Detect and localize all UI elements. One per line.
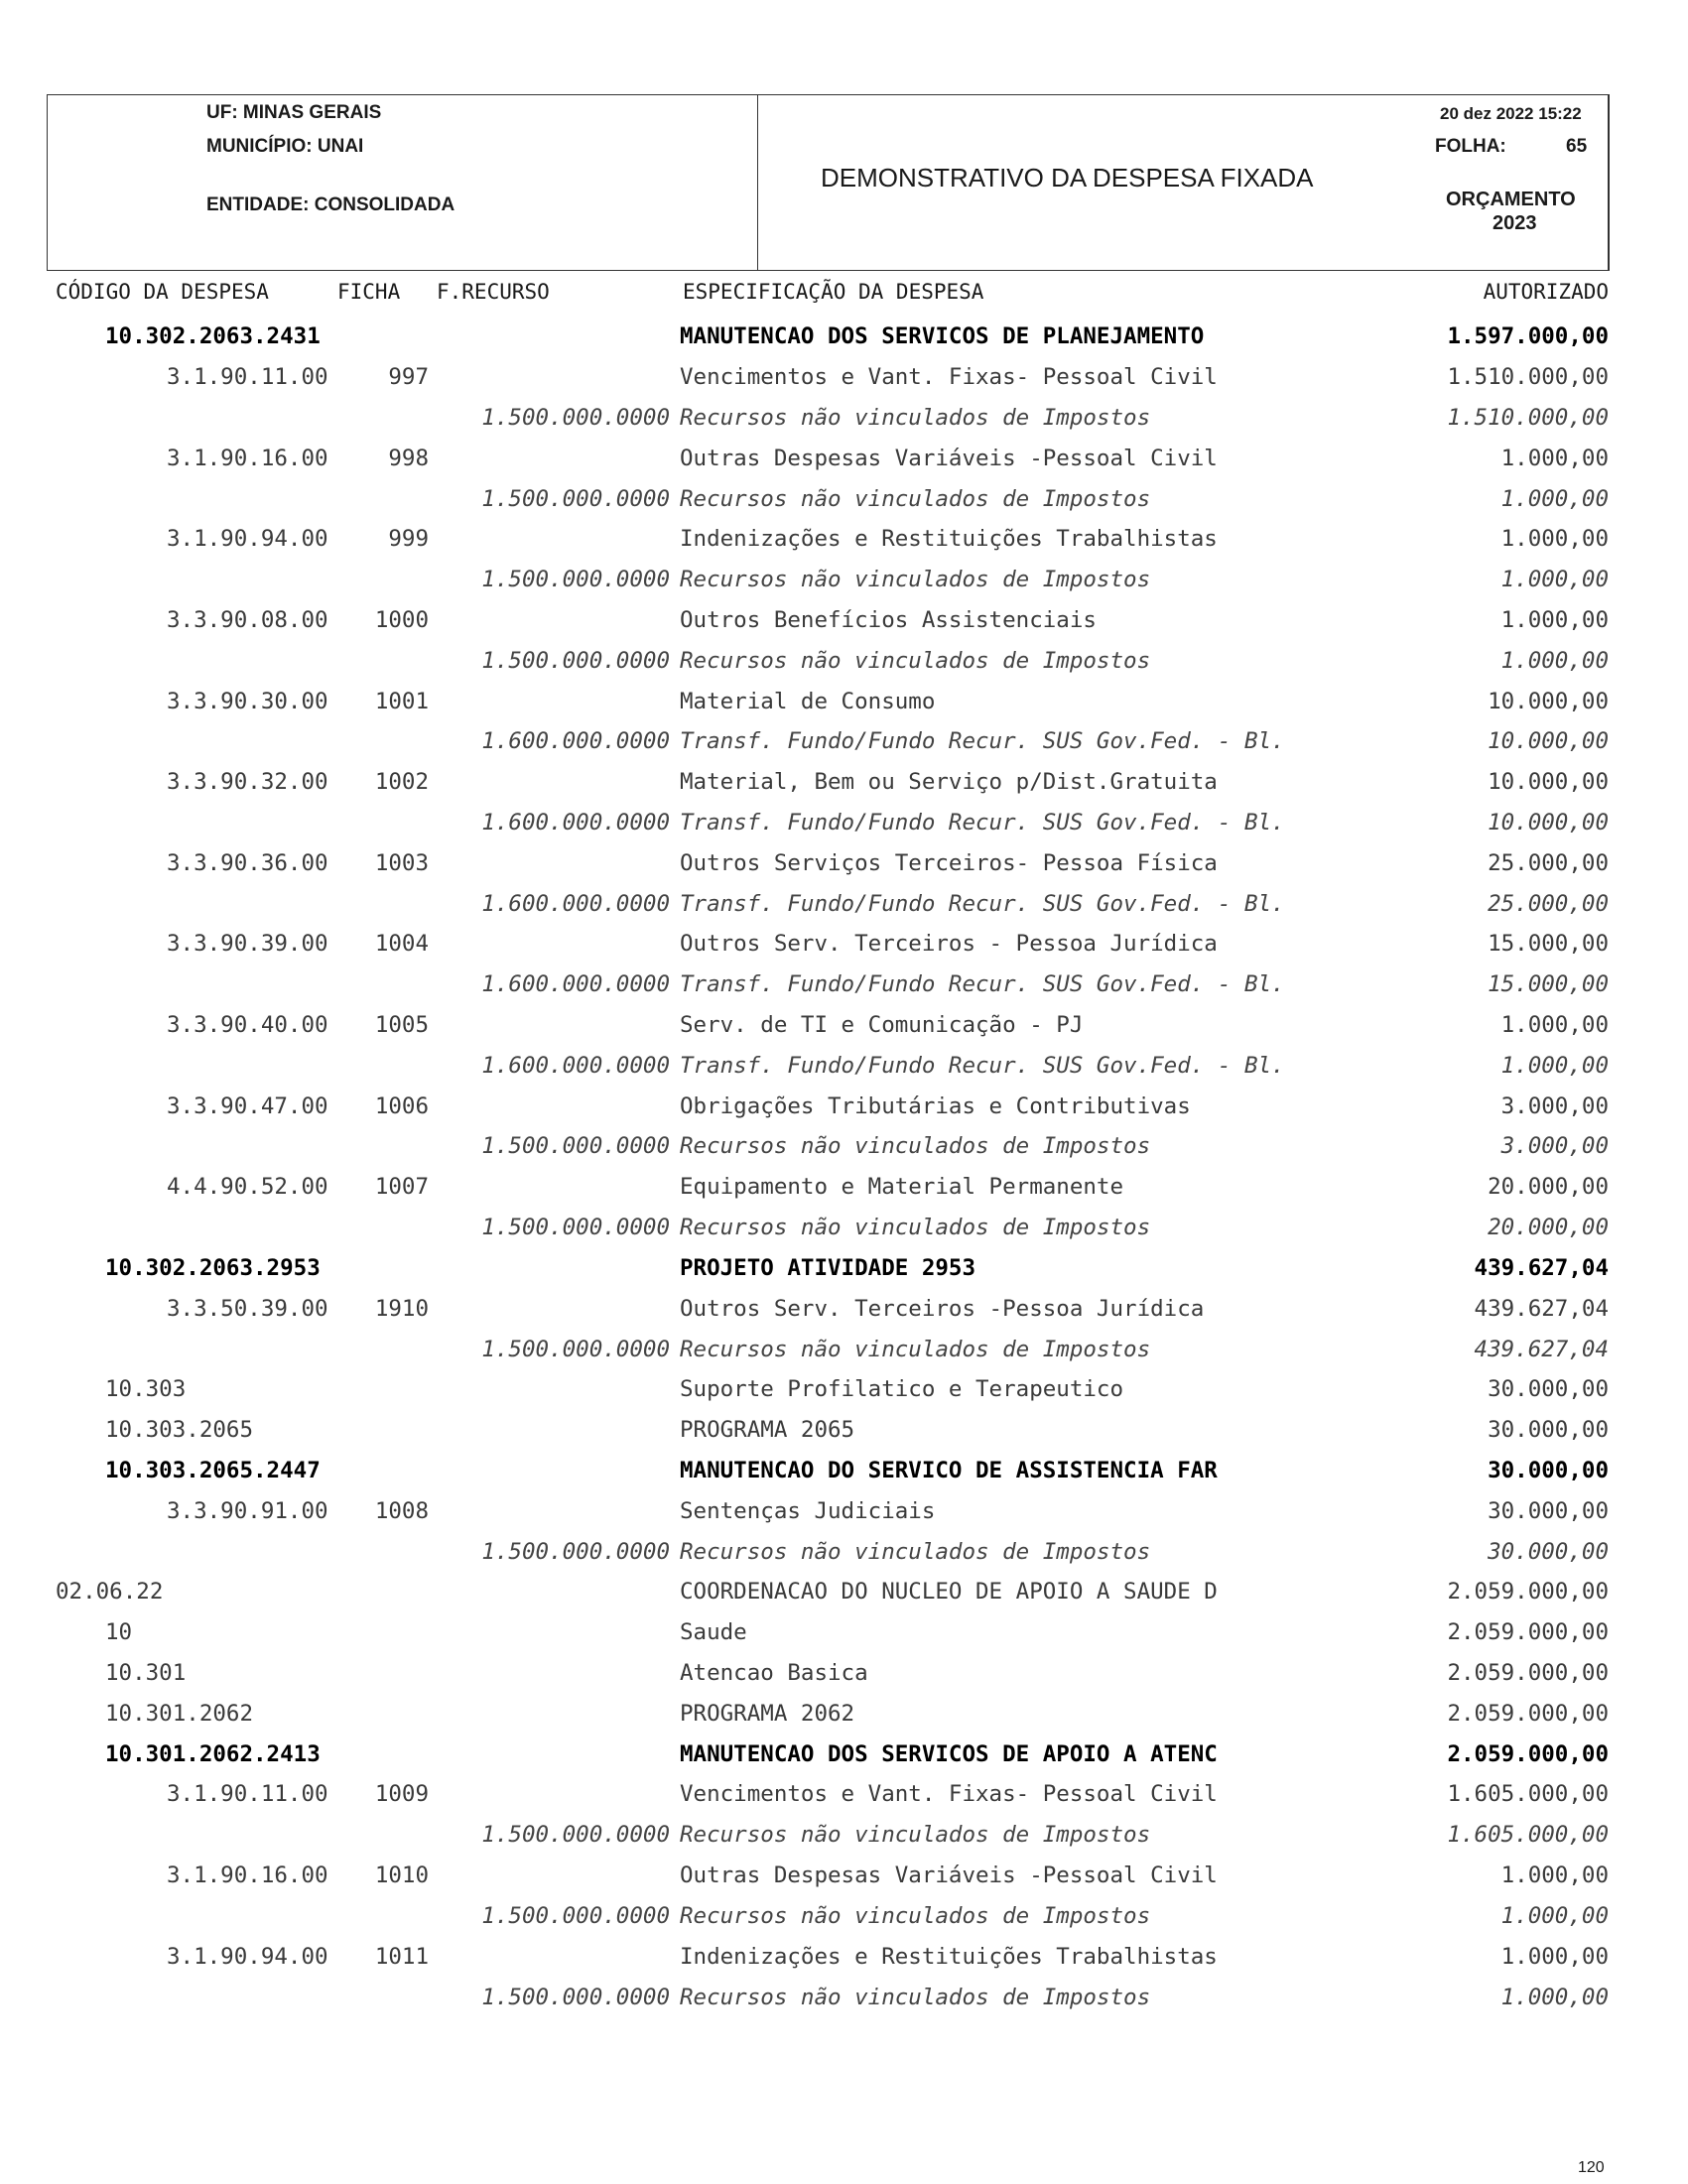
row-ficha: 1004 bbox=[374, 931, 429, 957]
table-row bbox=[0, 891, 1688, 931]
row-autorizado: 25.000,00 bbox=[1488, 850, 1609, 876]
table-row bbox=[0, 1781, 1688, 1821]
row-autorizado: 2.059.000,00 bbox=[1447, 1741, 1609, 1767]
table-row bbox=[0, 1701, 1688, 1740]
row-autorizado: 15.000,00 bbox=[1488, 971, 1609, 997]
row-autorizado: 25.000,00 bbox=[1488, 891, 1609, 917]
row-code: 10.301.2062 bbox=[105, 1701, 254, 1727]
table-row bbox=[0, 1619, 1688, 1659]
row-especificacao: Recursos não vinculados de Impostos bbox=[680, 567, 1151, 592]
table-row bbox=[0, 931, 1688, 970]
row-recurso: 1.500.000.0000 bbox=[481, 405, 670, 431]
table-row bbox=[0, 1498, 1688, 1538]
row-recurso: 1.500.000.0000 bbox=[481, 486, 670, 512]
row-especificacao: Recursos não vinculados de Impostos bbox=[680, 1539, 1151, 1565]
row-ficha: 997 bbox=[388, 364, 429, 390]
table-row bbox=[0, 1255, 1688, 1295]
row-especificacao: Vencimentos e Vant. Fixas- Pessoal Civil bbox=[680, 1781, 1218, 1807]
table-row bbox=[0, 1215, 1688, 1254]
table-row bbox=[0, 1376, 1688, 1416]
row-recurso: 1.500.000.0000 bbox=[481, 1133, 670, 1159]
row-ficha: 998 bbox=[388, 446, 429, 471]
row-recurso: 1.500.000.0000 bbox=[481, 1215, 670, 1240]
col-header-especificacao: ESPECIFICAÇÃO DA DESPESA bbox=[683, 280, 984, 304]
row-ficha: 1007 bbox=[374, 1174, 429, 1200]
row-code: 3.1.90.94.00 bbox=[167, 526, 328, 552]
row-autorizado: 20.000,00 bbox=[1488, 1174, 1609, 1200]
row-autorizado: 3.000,00 bbox=[1500, 1133, 1609, 1159]
table-row bbox=[0, 1822, 1688, 1862]
row-autorizado: 2.059.000,00 bbox=[1447, 1579, 1609, 1605]
row-especificacao: Transf. Fundo/Fundo Recur. SUS Gov.Fed. - Bl. bbox=[680, 971, 1285, 997]
table-row bbox=[0, 1539, 1688, 1579]
row-ficha: 1003 bbox=[374, 850, 429, 876]
row-especificacao: Outros Benefícios Assistenciais bbox=[680, 607, 1097, 633]
row-especificacao: Equipamento e Material Permanente bbox=[680, 1174, 1124, 1200]
entidade-label: ENTIDADE: CONSOLIDADA bbox=[206, 194, 455, 215]
row-autorizado: 10.000,00 bbox=[1488, 810, 1609, 835]
table-row bbox=[0, 1053, 1688, 1092]
row-ficha: 1009 bbox=[374, 1781, 429, 1807]
row-autorizado: 1.000,00 bbox=[1500, 567, 1609, 592]
row-code: 10.302.2063.2431 bbox=[105, 323, 321, 349]
row-autorizado: 30.000,00 bbox=[1488, 1498, 1609, 1524]
row-autorizado: 1.597.000,00 bbox=[1447, 323, 1609, 349]
row-recurso: 1.500.000.0000 bbox=[481, 1337, 670, 1362]
row-especificacao: Transf. Fundo/Fundo Recur. SUS Gov.Fed. - Bl. bbox=[680, 728, 1285, 754]
table-row bbox=[0, 648, 1688, 688]
table-row bbox=[0, 1741, 1688, 1781]
row-autorizado: 2.059.000,00 bbox=[1447, 1660, 1609, 1686]
row-autorizado: 30.000,00 bbox=[1488, 1417, 1609, 1443]
row-especificacao: Outras Despesas Variáveis -Pessoal Civil bbox=[680, 1863, 1218, 1888]
row-code: 3.3.90.91.00 bbox=[167, 1498, 328, 1524]
row-especificacao: Vencimentos e Vant. Fixas- Pessoal Civil bbox=[680, 364, 1218, 390]
row-especificacao: COORDENACAO DO NUCLEO DE APOIO A SAUDE D bbox=[680, 1579, 1218, 1605]
row-recurso: 1.600.000.0000 bbox=[481, 971, 670, 997]
row-autorizado: 439.627,04 bbox=[1474, 1337, 1609, 1362]
row-especificacao: Recursos não vinculados de Impostos bbox=[680, 648, 1151, 674]
row-autorizado: 3.000,00 bbox=[1500, 1093, 1609, 1119]
row-autorizado: 20.000,00 bbox=[1488, 1215, 1609, 1240]
row-especificacao: MANUTENCAO DOS SERVICOS DE PLANEJAMENTO bbox=[680, 323, 1205, 349]
row-autorizado: 10.000,00 bbox=[1488, 728, 1609, 754]
row-especificacao: Transf. Fundo/Fundo Recur. SUS Gov.Fed. - Bl. bbox=[680, 891, 1285, 917]
orcamento-year: 2023 bbox=[1493, 212, 1537, 234]
table-row bbox=[0, 1133, 1688, 1173]
row-code: 3.3.90.08.00 bbox=[167, 607, 328, 633]
table-row bbox=[0, 769, 1688, 809]
row-especificacao: Indenizações e Restituições Trabalhistas bbox=[680, 1944, 1218, 1970]
table-row bbox=[0, 1579, 1688, 1618]
row-ficha: 1006 bbox=[374, 1093, 429, 1119]
row-recurso: 1.500.000.0000 bbox=[481, 1539, 670, 1565]
table-row bbox=[0, 1458, 1688, 1497]
row-especificacao: Outros Serviços Terceiros- Pessoa Física bbox=[680, 850, 1218, 876]
row-code: 3.3.90.30.00 bbox=[167, 689, 328, 714]
municipio-label: MUNICÍPIO: UNAI bbox=[206, 136, 364, 157]
row-especificacao: Serv. de TI e Comunicação - PJ bbox=[680, 1012, 1084, 1038]
row-code: 3.1.90.94.00 bbox=[167, 1944, 328, 1970]
row-especificacao: Recursos não vinculados de Impostos bbox=[680, 405, 1151, 431]
row-code: 3.3.90.36.00 bbox=[167, 850, 328, 876]
row-especificacao: PROGRAMA 2065 bbox=[680, 1417, 855, 1443]
col-header-autorizado: AUTORIZADO bbox=[1483, 280, 1609, 304]
header-right-edge bbox=[1608, 94, 1609, 271]
header-divider bbox=[757, 94, 758, 271]
row-ficha: 1002 bbox=[374, 769, 429, 795]
row-code: 10 bbox=[105, 1619, 133, 1645]
row-especificacao: Suporte Profilatico e Terapeutico bbox=[680, 1376, 1124, 1402]
table-row bbox=[0, 446, 1688, 485]
row-especificacao: Material, Bem ou Serviço p/Dist.Gratuita bbox=[680, 769, 1218, 795]
row-recurso: 1.500.000.0000 bbox=[481, 1903, 670, 1929]
uf-label: UF: MINAS GERAIS bbox=[206, 102, 382, 123]
row-code: 02.06.22 bbox=[56, 1579, 164, 1605]
row-especificacao: PROGRAMA 2062 bbox=[680, 1701, 855, 1727]
document-title: DEMONSTRATIVO DA DESPESA FIXADA bbox=[821, 163, 1314, 193]
table-row bbox=[0, 1093, 1688, 1133]
row-autorizado: 1.000,00 bbox=[1500, 607, 1609, 633]
row-autorizado: 1.510.000,00 bbox=[1447, 405, 1609, 431]
row-recurso: 1.600.000.0000 bbox=[481, 1053, 670, 1079]
row-code: 3.3.90.47.00 bbox=[167, 1093, 328, 1119]
table-row bbox=[0, 405, 1688, 445]
row-autorizado: 30.000,00 bbox=[1488, 1376, 1609, 1402]
row-especificacao: Recursos não vinculados de Impostos bbox=[680, 486, 1151, 512]
row-especificacao: Atencao Basica bbox=[680, 1660, 868, 1686]
table-row bbox=[0, 486, 1688, 526]
table-row bbox=[0, 1174, 1688, 1214]
table-row bbox=[0, 810, 1688, 849]
row-especificacao: Recursos não vinculados de Impostos bbox=[680, 1822, 1151, 1848]
row-code: 3.1.90.16.00 bbox=[167, 446, 328, 471]
table-row bbox=[0, 1337, 1688, 1376]
row-code: 10.303.2065 bbox=[105, 1417, 254, 1443]
row-code: 3.3.90.40.00 bbox=[167, 1012, 328, 1038]
row-autorizado: 2.059.000,00 bbox=[1447, 1701, 1609, 1727]
row-autorizado: 1.000,00 bbox=[1500, 1053, 1609, 1079]
row-especificacao: Outras Despesas Variáveis -Pessoal Civil bbox=[680, 446, 1218, 471]
table-row bbox=[0, 1985, 1688, 2024]
row-code: 3.3.90.39.00 bbox=[167, 931, 328, 957]
table-row bbox=[0, 607, 1688, 647]
row-code: 3.3.50.39.00 bbox=[167, 1296, 328, 1322]
row-code: 10.303.2065.2447 bbox=[105, 1458, 321, 1483]
orcamento-label: ORÇAMENTO bbox=[1446, 189, 1576, 210]
row-autorizado: 2.059.000,00 bbox=[1447, 1619, 1609, 1645]
row-autorizado: 1.000,00 bbox=[1500, 446, 1609, 471]
row-ficha: 999 bbox=[388, 526, 429, 552]
row-code: 10.301 bbox=[105, 1660, 187, 1686]
row-code: 4.4.90.52.00 bbox=[167, 1174, 328, 1200]
row-especificacao: MANUTENCAO DOS SERVICOS DE APOIO A ATENC bbox=[680, 1741, 1218, 1767]
row-ficha: 1010 bbox=[374, 1863, 429, 1888]
row-autorizado: 1.000,00 bbox=[1500, 1944, 1609, 1970]
table-row bbox=[0, 1296, 1688, 1336]
page-number: 120 bbox=[1578, 2159, 1605, 2176]
folha-label: FOLHA: bbox=[1435, 136, 1506, 157]
row-especificacao: Outros Serv. Terceiros - Pessoa Jurídica bbox=[680, 931, 1218, 957]
table-row bbox=[0, 1660, 1688, 1700]
row-especificacao: Recursos não vinculados de Impostos bbox=[680, 1215, 1151, 1240]
row-especificacao: Outros Serv. Terceiros -Pessoa Jurídica bbox=[680, 1296, 1205, 1322]
table-row bbox=[0, 1012, 1688, 1052]
row-especificacao: Material de Consumo bbox=[680, 689, 936, 714]
row-ficha: 1005 bbox=[374, 1012, 429, 1038]
row-especificacao: Recursos não vinculados de Impostos bbox=[680, 1337, 1151, 1362]
row-autorizado: 1.605.000,00 bbox=[1447, 1781, 1609, 1807]
row-ficha: 1011 bbox=[374, 1944, 429, 1970]
row-especificacao: MANUTENCAO DO SERVICO DE ASSISTENCIA FAR bbox=[680, 1458, 1218, 1483]
row-recurso: 1.500.000.0000 bbox=[481, 648, 670, 674]
table-row bbox=[0, 364, 1688, 404]
table-row bbox=[0, 567, 1688, 606]
row-code: 3.1.90.11.00 bbox=[167, 1781, 328, 1807]
table-row bbox=[0, 850, 1688, 890]
row-recurso: 1.600.000.0000 bbox=[481, 810, 670, 835]
table-row bbox=[0, 1903, 1688, 1943]
row-recurso: 1.600.000.0000 bbox=[481, 728, 670, 754]
row-ficha: 1000 bbox=[374, 607, 429, 633]
row-ficha: 1008 bbox=[374, 1498, 429, 1524]
row-especificacao: Transf. Fundo/Fundo Recur. SUS Gov.Fed. - Bl. bbox=[680, 810, 1285, 835]
row-especificacao: Indenizações e Restituições Trabalhistas bbox=[680, 526, 1218, 552]
row-autorizado: 15.000,00 bbox=[1488, 931, 1609, 957]
row-code: 3.1.90.11.00 bbox=[167, 364, 328, 390]
table-row bbox=[0, 1417, 1688, 1457]
row-especificacao: Recursos não vinculados de Impostos bbox=[680, 1133, 1151, 1159]
row-recurso: 1.600.000.0000 bbox=[481, 891, 670, 917]
row-autorizado: 1.000,00 bbox=[1500, 486, 1609, 512]
table-row bbox=[0, 526, 1688, 566]
row-recurso: 1.500.000.0000 bbox=[481, 1822, 670, 1848]
folha-value: 65 bbox=[1566, 136, 1588, 157]
col-header-ficha: FICHA bbox=[337, 280, 401, 304]
row-autorizado: 1.000,00 bbox=[1500, 1863, 1609, 1888]
row-code: 10.301.2062.2413 bbox=[105, 1741, 321, 1767]
table-row bbox=[0, 1944, 1688, 1984]
row-especificacao: Recursos não vinculados de Impostos bbox=[680, 1985, 1151, 2010]
row-autorizado: 1.000,00 bbox=[1500, 526, 1609, 552]
col-header-codigo: CÓDIGO DA DESPESA bbox=[56, 280, 269, 304]
table-row bbox=[0, 689, 1688, 728]
row-recurso: 1.500.000.0000 bbox=[481, 1985, 670, 2010]
table-row bbox=[0, 728, 1688, 768]
row-especificacao: Saude bbox=[680, 1619, 747, 1645]
row-autorizado: 1.000,00 bbox=[1500, 648, 1609, 674]
row-autorizado: 439.627,04 bbox=[1474, 1296, 1609, 1322]
row-code: 10.302.2063.2953 bbox=[105, 1255, 321, 1281]
row-ficha: 1001 bbox=[374, 689, 429, 714]
row-especificacao: PROJETO ATIVIDADE 2953 bbox=[680, 1255, 976, 1281]
row-especificacao: Transf. Fundo/Fundo Recur. SUS Gov.Fed. - Bl. bbox=[680, 1053, 1285, 1079]
row-recurso: 1.500.000.0000 bbox=[481, 567, 670, 592]
row-autorizado: 1.605.000,00 bbox=[1447, 1822, 1609, 1848]
row-especificacao: Recursos não vinculados de Impostos bbox=[680, 1903, 1151, 1929]
table-row bbox=[0, 1863, 1688, 1902]
row-autorizado: 1.000,00 bbox=[1500, 1985, 1609, 2010]
col-header-recurso: F.RECURSO bbox=[437, 280, 550, 304]
row-ficha: 1910 bbox=[374, 1296, 429, 1322]
row-especificacao: Obrigações Tributárias e Contributivas bbox=[680, 1093, 1191, 1119]
row-code: 3.1.90.16.00 bbox=[167, 1863, 328, 1888]
row-autorizado: 30.000,00 bbox=[1488, 1458, 1609, 1483]
row-code: 3.3.90.32.00 bbox=[167, 769, 328, 795]
row-autorizado: 10.000,00 bbox=[1488, 769, 1609, 795]
row-autorizado: 1.510.000,00 bbox=[1447, 364, 1609, 390]
row-especificacao: Sentenças Judiciais bbox=[680, 1498, 936, 1524]
row-autorizado: 1.000,00 bbox=[1500, 1903, 1609, 1929]
table-row bbox=[0, 323, 1688, 363]
row-autorizado: 10.000,00 bbox=[1488, 689, 1609, 714]
row-autorizado: 30.000,00 bbox=[1488, 1539, 1609, 1565]
row-autorizado: 1.000,00 bbox=[1500, 1012, 1609, 1038]
print-datetime: 20 dez 2022 15:22 bbox=[1440, 104, 1582, 123]
row-code: 10.303 bbox=[105, 1376, 187, 1402]
row-autorizado: 439.627,04 bbox=[1474, 1255, 1609, 1281]
table-row bbox=[0, 971, 1688, 1011]
